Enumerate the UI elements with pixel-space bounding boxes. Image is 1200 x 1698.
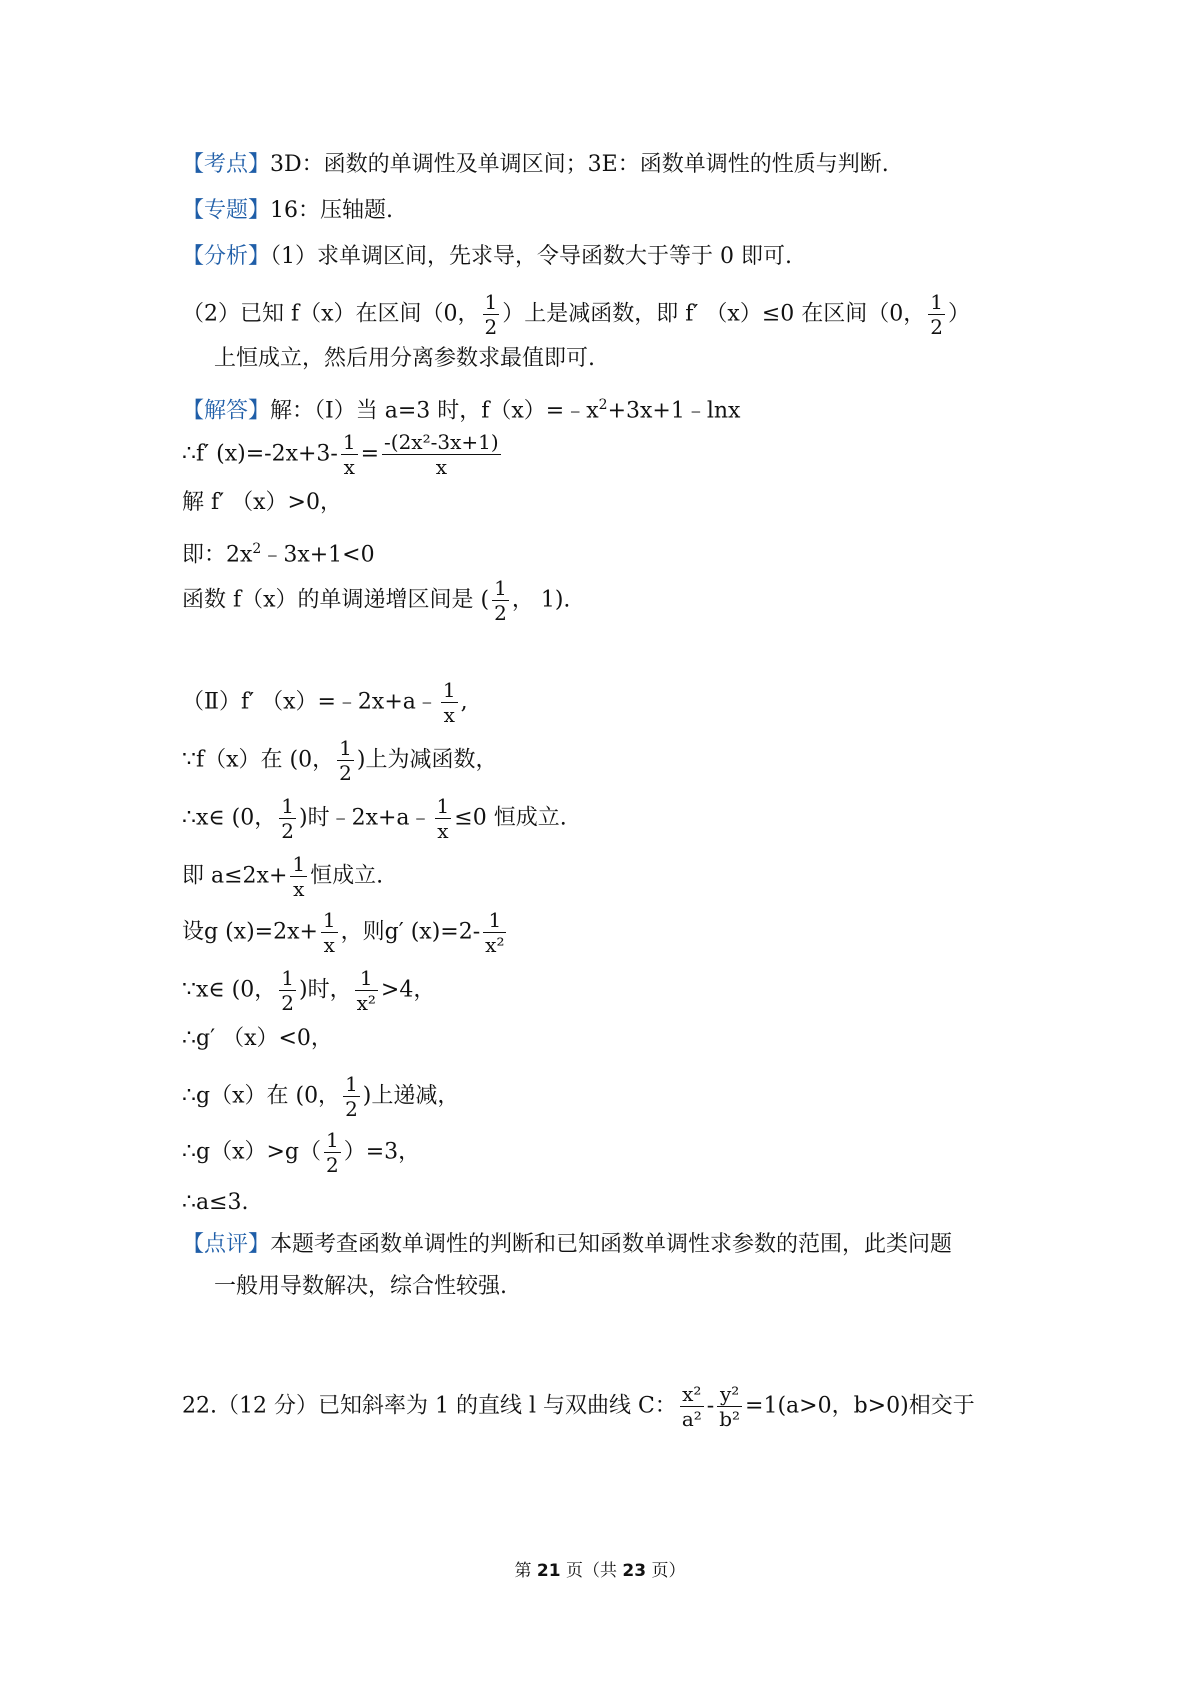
part2-line-6 — [182, 968, 435, 1013]
part2-text-3b: )时﹣2x+a﹣ — [299, 805, 432, 831]
jieda-text-5a: 函数 f（x）的单调递增区间是 ( — [182, 587, 490, 613]
zhuanti-text: 16：压轴题. — [270, 198, 394, 223]
fenxi-text-2c: ） — [947, 301, 970, 327]
fraction-derivative: $\frac{\text{-(2x²-3x+1)}}{x}$ — [384, 430, 499, 479]
kaodian-text: 3D：函数的单调性及单调区间；3E：函数单调性的性质与判断. — [270, 152, 889, 177]
part2-line-3 — [182, 796, 567, 841]
jieda-text-3: 解 f′ （x）>0， — [182, 490, 342, 515]
fraction-half: $\frac{1}{2}$ — [339, 736, 352, 785]
jieda-tag: 【解答】 — [182, 398, 271, 424]
jieda-text-2b: = — [360, 441, 380, 467]
fenxi-line-2 — [182, 292, 970, 337]
dianping-text-1: 本题考查函数单调性的判断和已知函数单调性求参数的范围，此类问题 — [270, 1232, 953, 1257]
fraction-half: $\frac{1}{2}$ — [930, 290, 943, 339]
part2-line-10 — [182, 1188, 249, 1218]
fraction-half: $\frac{1}{2}$ — [281, 794, 294, 843]
part2-text-6c: >4， — [380, 977, 436, 1003]
part2-text-2a: ∵f（x）在 (0， — [182, 747, 335, 773]
jieda-text-1b: +3x+1﹣lnx — [607, 398, 741, 424]
question-22-line — [182, 1384, 975, 1429]
fraction-one-over-x: $\frac{1}{x}$ — [442, 678, 456, 727]
part2-text-6b: )时， — [299, 977, 352, 1003]
part2-text-8a: ∴g（x）在 (0， — [182, 1083, 341, 1109]
jieda-line-4 — [182, 534, 375, 570]
part2-text-3c: ≤0 恒成立. — [454, 805, 567, 831]
part2-line-5 — [182, 910, 509, 955]
fenxi-text-3: 上恒成立，然后用分离参数求最值即可. — [214, 346, 595, 371]
fraction-half: $\frac{1}{2}$ — [326, 1128, 339, 1177]
zhuanti-line — [182, 196, 393, 226]
jieda-text-4b: ﹣3x+1<0 — [261, 542, 375, 568]
page-footer: 第 21 页（共 23 页） — [514, 1561, 686, 1581]
fraction-one-over-x-squared: $\frac{1}{\text{x²}}$ — [356, 966, 376, 1015]
part2-line-1 — [182, 680, 468, 725]
part2-line-2 — [182, 738, 497, 783]
part2-text-7: ∴g′ （x）<0， — [182, 1026, 333, 1051]
part2-text-2b: )上为减函数， — [356, 747, 498, 773]
fraction-one-over-x: $\frac{1}{x}$ — [342, 430, 356, 479]
total-pages-number: 23 — [622, 1561, 647, 1581]
part2-text-6a: ∵x∈ (0， — [182, 977, 277, 1003]
fraction-one-over-x: $\frac{1}{x}$ — [436, 794, 450, 843]
jieda-line-5 — [182, 578, 570, 623]
part2-text-1a: （Ⅱ）f′ （x）=﹣2x+a﹣ — [182, 689, 438, 715]
part2-text-4b: 恒成立. — [310, 863, 384, 889]
part2-text-5b: ，则g′ (x)=2- — [340, 919, 481, 945]
fenxi-line-1 — [182, 242, 792, 272]
dianping-line-1 — [182, 1230, 952, 1260]
fenxi-text-2a: （2）已知 f（x）在区间（0， — [182, 301, 480, 327]
fraction-one-over-x-squared: $\frac{1}{\text{x²}}$ — [485, 908, 505, 957]
fraction-y2-over-b2: $\frac{\text{y²}}{\text{b²}}$ — [719, 1382, 741, 1431]
fraction-one-over-x: $\frac{1}{x}$ — [322, 908, 336, 957]
fenxi-line-3 — [214, 344, 595, 374]
fraction-half: $\frac{1}{2}$ — [484, 290, 498, 339]
part2-text-8b: )上递减， — [362, 1083, 460, 1109]
kaodian-tag: 【考点】 — [182, 152, 271, 177]
jieda-text-1a: 解：（Ⅰ）当 a=3 时，f（x）=﹣x — [270, 398, 599, 424]
jieda-text-2a: ∴f′ (x)=-2x+3- — [182, 441, 338, 467]
fraction-half: $\frac{1}{2}$ — [494, 576, 507, 625]
superscript: 2 — [252, 541, 262, 557]
fraction-one-over-x: $\frac{1}{x}$ — [292, 852, 306, 901]
jieda-line-3 — [182, 488, 342, 518]
superscript: 2 — [598, 397, 608, 413]
jieda-text-4a: 即：2x — [182, 542, 253, 568]
part2-text-10: ∴a≤3. — [182, 1190, 249, 1215]
part2-text-1b: , — [460, 689, 468, 715]
fraction-half: $\frac{1}{2}$ — [345, 1072, 358, 1121]
jieda-text-5b: ， 1). — [511, 587, 571, 613]
part2-line-7 — [182, 1024, 333, 1054]
part2-text-5a: 设g (x)=2x+ — [182, 919, 318, 945]
fraction-x2-over-a2: $\frac{\text{x²}}{\text{a²}}$ — [681, 1382, 702, 1431]
minus-sign: - — [706, 1393, 715, 1419]
zhuanti-tag: 【专题】 — [182, 198, 271, 223]
part2-text-3a: ∴x∈ (0， — [182, 805, 277, 831]
part2-text-9a: ∴g（x）>g（ — [182, 1139, 322, 1165]
jieda-line-1 — [182, 390, 740, 426]
fenxi-text-1: （1）求单调区间，先求导，令导函数大于等于 0 即可. — [270, 244, 792, 269]
fenxi-tag: 【分析】 — [182, 244, 271, 269]
kaodian-line — [182, 150, 889, 180]
part2-text-4a: 即 a≤2x+ — [182, 863, 288, 889]
fraction-half: $\frac{1}{2}$ — [281, 966, 294, 1015]
part2-text-9b: ）=3， — [343, 1139, 421, 1165]
part2-line-4 — [182, 854, 383, 899]
fenxi-text-2b: ）上是减函数，即 f′ （x）≤0 在区间（0， — [502, 301, 926, 327]
current-page-number: 21 — [536, 1561, 561, 1581]
dianping-tag: 【点评】 — [182, 1232, 271, 1257]
question-22-text-b: =1(a>0，b>0)相交于 — [745, 1393, 975, 1419]
part2-line-8 — [182, 1074, 459, 1119]
jieda-line-2 — [182, 432, 504, 477]
dianping-line-2 — [214, 1272, 507, 1302]
dianping-text-2: 一般用导数解决，综合性较强. — [214, 1274, 507, 1299]
question-22-text-a: 22.（12 分）已知斜率为 1 的直线 l 与双曲线 C： — [182, 1393, 677, 1419]
part2-line-9 — [182, 1130, 420, 1175]
